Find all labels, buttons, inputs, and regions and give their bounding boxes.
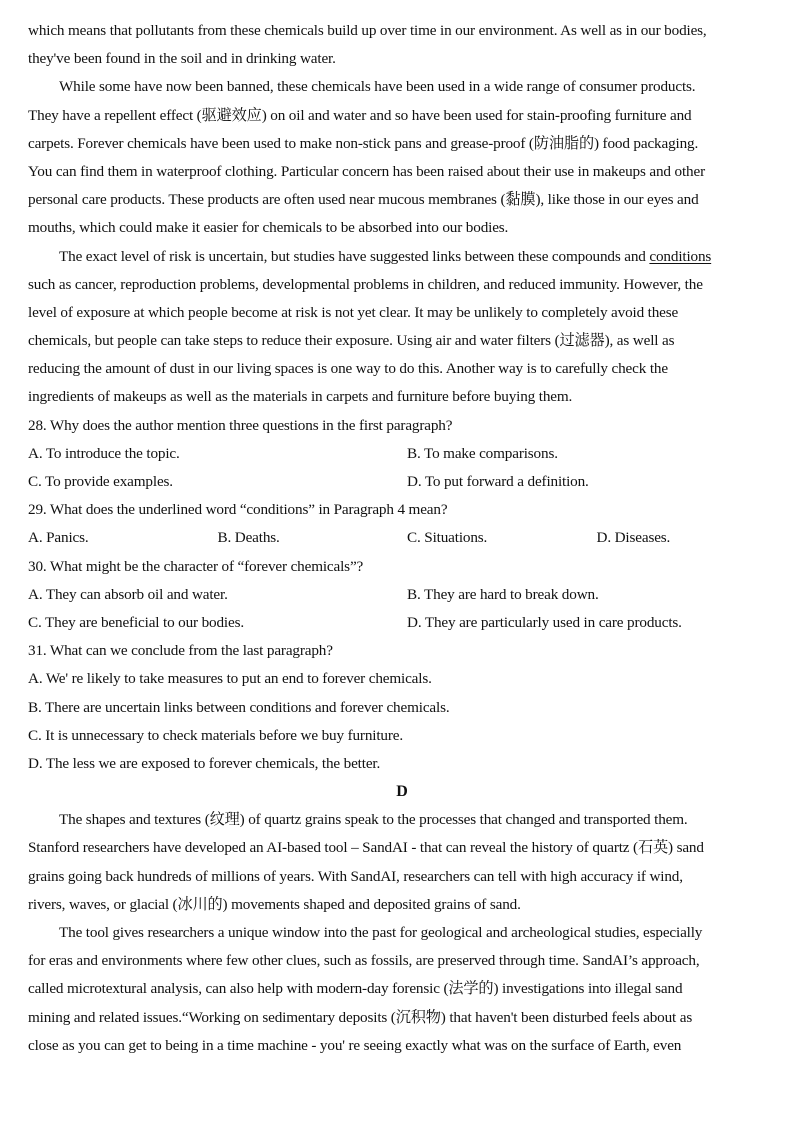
options-row [28, 581, 768, 609]
text-line: They have a repellent effect (驱避效应) on oil and water and so have been used for stain-proofing furniture and [28, 106, 692, 124]
text-line: ingredients of makeups as well as the materials in carpets and furniture before buying them. [28, 388, 573, 406]
text-line: rivers, waves, or glacial (冰川的) movements shaped and deposited grains of sand. [28, 895, 521, 913]
option-d: D. To put forward a definition. [407, 473, 589, 490]
option-c: C. It is unnecessary to check materials before we buy furniture. [28, 726, 404, 744]
text-line: The tool gives researchers a unique window into the past for geological and archeological studies, especially [59, 924, 703, 941]
option-b: B. There are uncertain links between conditions and forever chemicals. [28, 698, 450, 716]
options-row [28, 440, 768, 468]
option-d: D. The less we are exposed to forever chemicals, the better. [28, 754, 381, 772]
option-a: A. To introduce the topic. [28, 444, 180, 462]
option-c: C. Situations. [407, 529, 488, 547]
text-line: close as you can get to being in a time machine - you' re seeing exactly what was on the surface of Earth, even [28, 1036, 682, 1054]
option-b: B. To make comparisons. [407, 444, 558, 462]
text-line: While some have now been banned, these chemicals have been used in a wide range of consumer products. [59, 78, 696, 96]
option-a: A. We' re likely to take measures to put an end to forever chemicals. [28, 670, 432, 688]
passage-c [28, 17, 768, 412]
option-a: A. Panics. [28, 529, 89, 547]
text-line: The shapes and textures (纹理) of quartz grains speak to the processes that changed and transported them. [59, 811, 688, 829]
text-line: they've been found in the soil and in drinking water. [28, 50, 336, 68]
text-line: mouths, which could make it easier for chemicals to be absorbed into our bodies. [28, 219, 509, 237]
question-31 [28, 637, 768, 778]
text-line: grains going back hundreds of millions of years. With SandAI, researchers can tell with high accuracy if wind, [28, 867, 683, 885]
text-line: level of exposure at which people become at risk is not yet clear. It may be unlikely to completely avoid these [28, 303, 679, 321]
option-b: B. Deaths. [217, 529, 280, 547]
option-a: A. They can absorb oil and water. [28, 585, 228, 603]
options-row [28, 524, 768, 552]
underlined-word-conditions: conditions [649, 247, 712, 265]
text-line: You can find them in waterproof clothing. Particular concern has been raised about their use in makeups and other [28, 162, 705, 180]
text-line: chemicals, but people can take steps to reduce their exposure. Using air and water filters (过滤器), as well as [28, 332, 675, 350]
options-row [28, 609, 768, 637]
text-line: such as cancer, reproduction problems, developmental problems in children, and reduced immunity. However, the [28, 275, 703, 293]
text-line [28, 243, 768, 271]
option-c: C. They are beneficial to our bodies. [28, 613, 245, 631]
text-line: reducing the amount of dust in our living spaces is one way to do this. Another way is to carefully check the [28, 360, 668, 378]
option-d: D. Diseases. [596, 529, 671, 547]
text-segment: The exact level of risk is uncertain, but studies have suggested links between these compounds and [59, 247, 650, 265]
exam-page [28, 17, 768, 1060]
passage-d [28, 778, 768, 1060]
question-stem: 29. What does the underlined word “conditions” in Paragraph 4 mean? [28, 501, 448, 519]
paragraph-2 [28, 919, 768, 1060]
paragraph-1-tail [28, 17, 768, 73]
question-30 [28, 553, 768, 638]
question-stem: 31. What can we conclude from the last paragraph? [28, 642, 333, 660]
question-29 [28, 496, 768, 552]
text-line: which means that pollutants from these chemicals build up over time in our environment. As well as in our bodies, [28, 22, 707, 39]
text-line: called microtextural analysis, can also help with modern-day forensic (法学的) investigations into illegal sand [28, 980, 683, 998]
text-line: Stanford researchers have developed an AI-based tool – SandAI - that can reveal the history of quartz (石英) sand [28, 839, 704, 857]
option-b: B. They are hard to break down. [407, 585, 599, 603]
paragraph-3 [28, 243, 768, 412]
text-line: personal care products. These products are often used near mucous membranes (黏膜), like those in our eyes and [28, 191, 699, 209]
question-28 [28, 412, 768, 497]
text-line: for eras and environments where few other clues, such as fossils, are preserved through time. SandAI’s approach, [28, 952, 700, 970]
text-line: carpets. Forever chemicals have been used to make non-stick pans and grease-proof (防油脂的) food packaging. [28, 134, 699, 152]
paragraph-1 [28, 806, 768, 919]
section-title: D [396, 783, 408, 801]
text-line: mining and related issues.“Working on sedimentary deposits (沉积物) that haven't been disturbed feels about as [28, 1008, 693, 1026]
option-d: D. They are particularly used in care products. [407, 613, 682, 631]
question-stem: 28. Why does the author mention three questions in the first paragraph? [28, 416, 453, 434]
paragraph-2 [28, 73, 768, 242]
options-row [28, 468, 768, 496]
question-stem: 30. What might be the character of “forever chemicals”? [28, 557, 364, 575]
option-c: C. To provide examples. [28, 473, 173, 490]
